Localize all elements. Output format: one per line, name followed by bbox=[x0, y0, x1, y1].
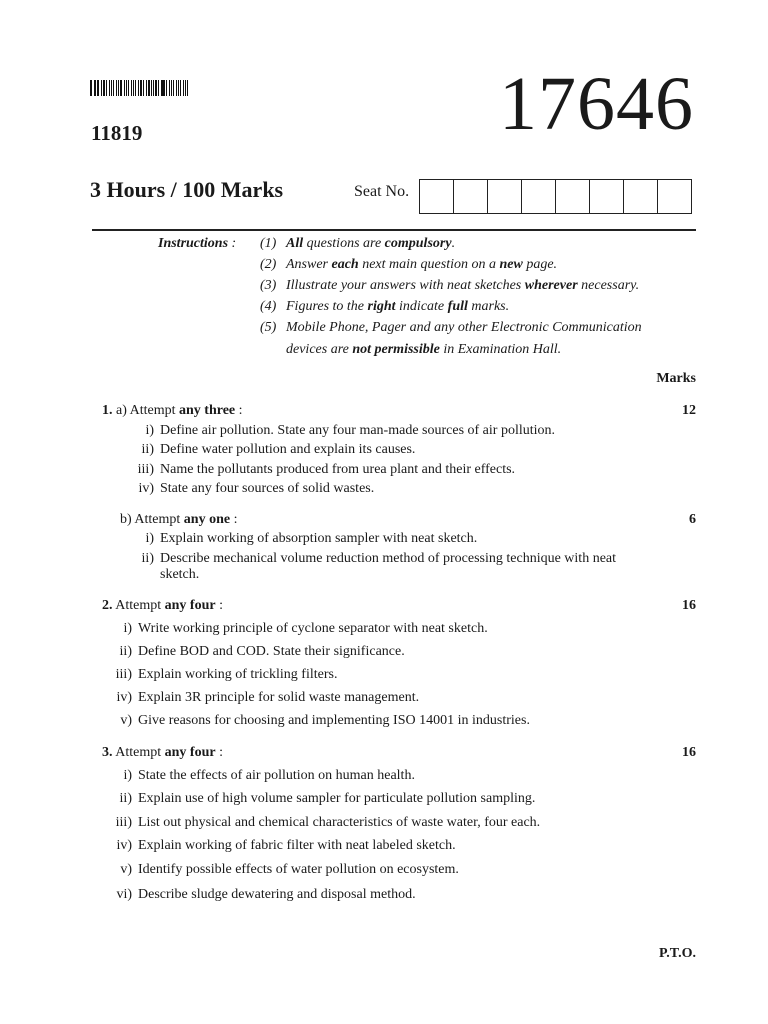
question-item bbox=[102, 768, 415, 784]
instruction-number: (4) bbox=[260, 299, 277, 314]
item-text: Explain use of high volume sampler for particulate pollution sampling. bbox=[138, 791, 536, 806]
instruction-item bbox=[260, 236, 455, 252]
instruction-text: page. bbox=[522, 257, 558, 272]
instruction-emphasis: wherever bbox=[524, 278, 578, 293]
paper-number: 17646 bbox=[499, 62, 694, 146]
question-item bbox=[102, 713, 530, 729]
attempt-text: Attempt bbox=[134, 512, 184, 527]
instruction-emphasis: All bbox=[286, 236, 304, 251]
item-roman-numeral: ii) bbox=[119, 791, 132, 806]
item-roman-numeral: iii) bbox=[137, 462, 154, 477]
instruction-item bbox=[260, 320, 642, 336]
attempt-count: any four bbox=[164, 598, 216, 613]
item-roman-numeral: ii) bbox=[141, 551, 154, 566]
duration-marks: 3 Hours / 100 Marks bbox=[90, 177, 284, 202]
seat-number-box[interactable] bbox=[657, 179, 692, 214]
seat-number-box[interactable] bbox=[555, 179, 590, 214]
instruction-emphasis: not permissible bbox=[352, 342, 440, 357]
question-item bbox=[102, 621, 488, 637]
question-item bbox=[124, 442, 415, 458]
instruction-item bbox=[260, 278, 639, 294]
question-item bbox=[102, 815, 540, 831]
instruction-text: next main question on a bbox=[358, 257, 500, 272]
colon: : bbox=[230, 512, 238, 527]
seat-number-box[interactable] bbox=[453, 179, 488, 214]
item-roman-numeral: i) bbox=[123, 621, 132, 636]
item-roman-numeral: ii) bbox=[141, 442, 154, 457]
item-text: Explain 3R principle for solid waste management. bbox=[138, 690, 420, 705]
item-text: Define water pollution and explain its causes. bbox=[160, 442, 416, 457]
item-roman-numeral: iv) bbox=[116, 838, 132, 853]
item-roman-numeral: iv) bbox=[138, 481, 154, 496]
q1a-heading bbox=[102, 403, 243, 419]
item-text: Give reasons for choosing and implementing ISO 14001 in industries. bbox=[138, 713, 530, 728]
marks-heading: Marks bbox=[656, 371, 696, 386]
item-roman-numeral: iii) bbox=[115, 667, 132, 682]
instruction-text: Illustrate your answers with neat sketches bbox=[286, 278, 525, 293]
instructions-label-text: Instructions bbox=[158, 236, 229, 251]
instructions-label bbox=[158, 236, 236, 252]
question-number: 2. bbox=[102, 598, 113, 613]
instruction-item bbox=[260, 342, 561, 358]
instruction-text: in Examination Hall. bbox=[439, 342, 562, 357]
item-roman-numeral: v) bbox=[120, 713, 132, 728]
item-roman-numeral: vi) bbox=[116, 887, 132, 902]
instruction-text: indicate bbox=[395, 299, 448, 314]
question-item bbox=[102, 667, 337, 683]
item-roman-numeral: iv) bbox=[116, 690, 132, 705]
question-item bbox=[124, 531, 477, 547]
question-item bbox=[102, 791, 535, 807]
item-text: Write working principle of cyclone separator with neat sketch. bbox=[138, 621, 488, 636]
item-text: sketch. bbox=[160, 567, 200, 582]
attempt-count: any one bbox=[183, 512, 231, 527]
item-text: Explain working of absorption sampler with neat sketch. bbox=[160, 531, 478, 546]
q2-marks: 16 bbox=[682, 598, 696, 613]
item-text: Identify possible effects of water pollution on ecosystem. bbox=[138, 862, 459, 877]
q2-heading bbox=[102, 598, 223, 614]
question-item bbox=[102, 887, 416, 903]
instruction-text: Figures to the bbox=[286, 299, 368, 314]
question-item bbox=[124, 551, 616, 567]
question-item bbox=[102, 644, 405, 660]
seat-number-box[interactable] bbox=[487, 179, 522, 214]
seat-label: Seat No. bbox=[354, 183, 410, 200]
instruction-number: (5) bbox=[260, 320, 277, 335]
pto-label: P.T.O. bbox=[659, 946, 696, 961]
item-roman-numeral: iii) bbox=[115, 815, 132, 830]
question-item bbox=[124, 423, 555, 439]
seat-number-box[interactable] bbox=[623, 179, 658, 214]
question-number: 3. bbox=[102, 745, 113, 760]
seat-number-box[interactable] bbox=[589, 179, 624, 214]
question-item bbox=[102, 838, 456, 854]
instruction-emphasis: full bbox=[447, 299, 468, 314]
sub-label: a) bbox=[116, 403, 127, 418]
instructions-colon: : bbox=[231, 236, 237, 251]
item-roman-numeral: v) bbox=[120, 862, 132, 877]
sub-label: b) bbox=[120, 512, 132, 527]
question-item bbox=[102, 690, 419, 706]
barcode-icon bbox=[90, 80, 190, 96]
colon: : bbox=[235, 403, 243, 418]
question-item bbox=[124, 481, 374, 497]
item-roman-numeral: i) bbox=[123, 768, 132, 783]
instruction-text: devices are bbox=[286, 342, 353, 357]
item-text: Define BOD and COD. State their significance. bbox=[138, 644, 405, 659]
item-text: Explain working of trickling filters. bbox=[138, 667, 338, 682]
attempt-count: any three bbox=[179, 403, 236, 418]
colon: : bbox=[215, 745, 223, 760]
question-number: 1. bbox=[102, 403, 113, 418]
item-text: Describe sludge dewatering and disposal method. bbox=[138, 887, 416, 902]
q3-heading bbox=[102, 745, 223, 761]
item-text: State any four sources of solid wastes. bbox=[160, 481, 375, 496]
attempt-count: any four bbox=[164, 745, 216, 760]
attempt-text: Attempt bbox=[115, 598, 165, 613]
instruction-text: marks. bbox=[467, 299, 510, 314]
instruction-emphasis: each bbox=[331, 257, 359, 272]
seat-number-box[interactable] bbox=[521, 179, 556, 214]
q1a-marks: 12 bbox=[682, 403, 696, 418]
instruction-text: Mobile Phone, Pager and any other Electronic Communication bbox=[286, 320, 642, 335]
question-item bbox=[124, 462, 515, 478]
item-text: Describe mechanical volume reduction method of processing technique with neat bbox=[160, 551, 617, 566]
instruction-text: questions are bbox=[303, 236, 385, 251]
instruction-text: . bbox=[451, 236, 456, 251]
q1b-marks: 6 bbox=[689, 512, 696, 527]
item-text: State the effects of air pollution on human health. bbox=[138, 768, 415, 783]
instruction-emphasis: compulsory bbox=[384, 236, 452, 251]
attempt-text: Attempt bbox=[129, 403, 180, 418]
item-text: Define air pollution. State any four man-made sources of air pollution. bbox=[160, 423, 556, 438]
instruction-item bbox=[260, 299, 509, 315]
paper-code: 11819 bbox=[91, 121, 143, 145]
attempt-text: Attempt bbox=[115, 745, 165, 760]
seat-number-box[interactable] bbox=[419, 179, 454, 214]
instruction-number: (3) bbox=[260, 278, 277, 293]
item-roman-numeral: i) bbox=[145, 531, 154, 546]
colon: : bbox=[215, 598, 223, 613]
header-divider bbox=[92, 229, 696, 231]
item-roman-numeral: i) bbox=[145, 423, 154, 438]
instruction-number: (1) bbox=[260, 236, 277, 251]
item-text: Explain working of fabric filter with neat labeled sketch. bbox=[138, 838, 456, 853]
instruction-text: Answer bbox=[286, 257, 332, 272]
item-text: Name the pollutants produced from urea plant and their effects. bbox=[160, 462, 516, 477]
seat-number-boxes[interactable] bbox=[420, 179, 692, 214]
q3-marks: 16 bbox=[682, 745, 696, 760]
q1b-heading bbox=[120, 512, 237, 528]
item-roman-numeral: ii) bbox=[119, 644, 132, 659]
instruction-emphasis: right bbox=[367, 299, 396, 314]
question-item bbox=[124, 567, 199, 583]
instruction-text: necessary. bbox=[577, 278, 640, 293]
instruction-item bbox=[260, 257, 557, 273]
instruction-emphasis: new bbox=[499, 257, 523, 272]
instruction-number: (2) bbox=[260, 257, 277, 272]
item-text: List out physical and chemical characteristics of waste water, four each. bbox=[138, 815, 541, 830]
question-item bbox=[102, 862, 459, 878]
